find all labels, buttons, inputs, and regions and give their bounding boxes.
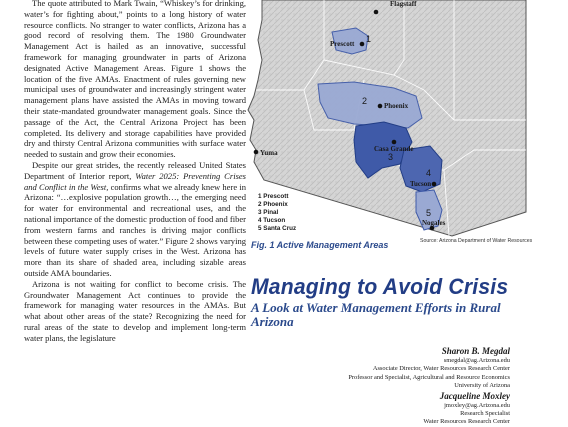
map-legend [258,193,296,233]
author-affiliation: Professor and Specialist, Agricultural and Resource Economics [348,373,510,381]
article-body [24,0,246,344]
legend-item: 1 Prescott [258,193,289,200]
author-affiliation: Water Resources Research Center [423,418,510,426]
ama-number: 3 [388,152,394,162]
author-affiliation: Associate Director, Water Resources Research Center [372,365,510,373]
author-email: smegdal@ag.Arizona.edu [443,357,510,364]
legend-item: 3 Pinal [258,209,279,216]
article-paragraph: The quote attributed to Mark Twain, “Whiskey’s for drinking, water’s for fighting about,” points to a long history of water resource conflicts. No stranger to water conflicts, Arizona has a good record of resolving them. The 1980 Groundwater Management Act is hailed as an innovative, successful framework for managing groundwater in parts of Arizona designated Active Management Areas. Figure 1 shows the location of the five AMAs. Enactment of rules governing new municipal uses of groundwater and increasingly stringent water management plans have assisted the AMAs in moving toward their state-mandated groundwater management goals. Since the passage of the Act, the Central Arizona Project has been completed. Its delivery and storage capabilities have provided dry and thirsty Central Arizona communities with surface water needed to sustain and grow their economies. [24,0,246,160]
author-block [348,346,510,427]
author-affiliation: University of Arizona [454,382,510,390]
city-label: Prescott [330,40,355,48]
ama-number: 1 [366,34,372,44]
legend-item: 2 Phoenix [258,201,288,208]
author-name: Sharon B. Megdal [441,346,510,356]
article-title: Managing to Avoid Crisis [251,274,509,299]
city-label: Yuma [260,149,278,157]
article-subtitle: A Look at Water Management Efforts in Rural Arizona [251,300,501,329]
ama-number: 4 [426,168,432,178]
ama-number: 2 [362,96,368,106]
article-paragraph: Despite our great strides, the recently released United States Department of Interior report, Water 2025: Preventing Crises and Conflict in the West, confirms what we already knew here in Arizona: “…explosive population growth…, the emerging need for water for environmental and recreational uses, and the national importance of the domestic production of food and fiber from western farms and ranches is driving major conflicts between these competing uses of water.” Figure 2 shows varying levels of future water supply crises in the West. Arizona has more than its share of shaded area, including sizable areas outside AMA boundaries. [24,159,247,278]
city-label: Nogales [422,219,446,227]
report-title: Water 2025: Preventing Crises and Conflict in the West, [24,170,247,192]
figure-caption: Fig. 1 Active Management Areas [251,240,389,250]
author-name: Jacqueline Moxley [439,390,510,401]
city-label: Phoenix [384,102,409,110]
article-paragraph: Arizona is not waiting for conflict to become crisis. The Groundwater Management Act continues to provide the framework for managing water resources in the AMAs. But what about other areas of the state? Recognizing the need for rural areas of the state to develop and implement long-term water plans, the legislature [24,278,246,343]
author-affiliation: Research Specialist [460,410,510,418]
legend-item: 5 Santa Cruz [258,225,297,232]
city-label: Casa Grande [374,145,414,153]
legend-item: 4 Tucson [258,217,286,224]
city-label: Tucson [410,180,432,188]
ama-number: 5 [426,208,432,218]
city-label: Flagstaff [390,0,417,8]
map-source: Source: Arizona Department of Water Resources [420,238,533,244]
author-email: jmoxley@ag.Arizona.edu [444,401,510,409]
